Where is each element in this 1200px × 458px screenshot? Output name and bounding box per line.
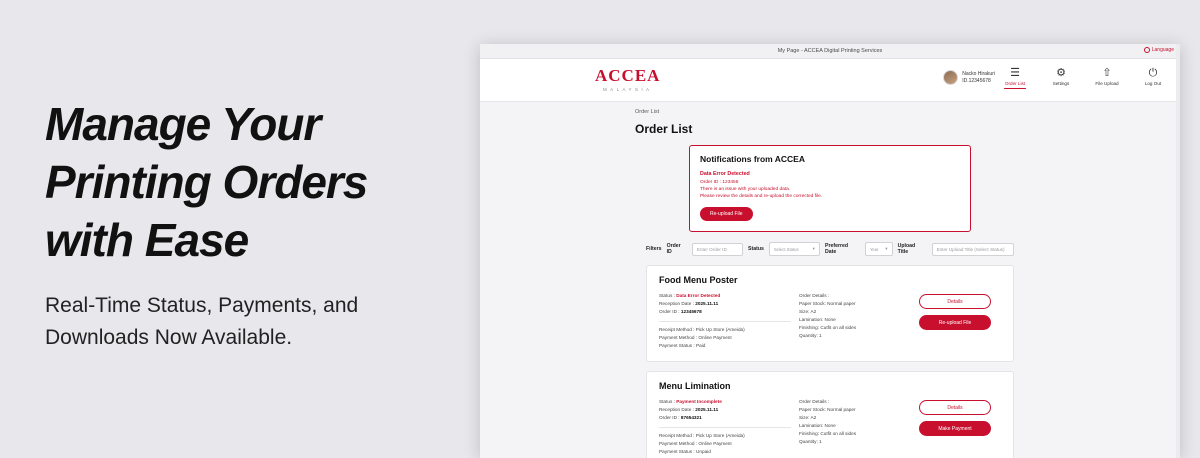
order-details-button[interactable]: Details (919, 294, 991, 309)
brand-logo[interactable] (595, 66, 660, 92)
order-reception-label: Reception Date : (659, 301, 694, 306)
order-detail-lamination: Lamination: None (799, 423, 836, 428)
order-detail-size: Size: A2 (799, 309, 817, 314)
order-id-row (659, 414, 799, 422)
order-status-label: Status : (659, 399, 675, 404)
order-reception-label: Reception Date : (659, 407, 694, 412)
order-payment-method-label: Payment Method : (659, 441, 698, 446)
order-receipt-row (659, 326, 799, 334)
order-receipt-label: Receipt Method : (659, 327, 695, 332)
browser-tab-title: My Page - ACCEA Digital Printing Services (777, 48, 883, 54)
nav-item-order-list[interactable] (1000, 67, 1030, 89)
nav-label-log-out: Log Out (1144, 81, 1162, 86)
order-make-payment-button[interactable]: Make Payment (919, 421, 991, 436)
nav-label-file-upload: File Upload (1095, 81, 1119, 86)
order-id-row (659, 308, 799, 316)
list-icon: ☰ (1010, 67, 1020, 79)
brand-subtitle: MALAYSIA (603, 87, 653, 92)
avatar (943, 70, 958, 85)
order-reception-value: 2025.11.11 (695, 301, 719, 306)
browser-titlebar (480, 44, 1180, 59)
filter-status-select[interactable] (769, 242, 820, 256)
filter-upload-title-input[interactable]: Enter Upload Title (Select Status) (932, 243, 1014, 256)
upload-icon: ⇧ (1102, 67, 1112, 79)
user-account[interactable] (943, 70, 995, 85)
order-title: Menu Limination (659, 381, 731, 391)
filter-status-value: Select Status (773, 246, 799, 252)
order-details-heading: Order Details : (799, 293, 830, 298)
order-payment-status-value: Paid (696, 343, 706, 348)
order-detail-finishing: Finishing: Cutfit on all sides (799, 431, 857, 436)
order-reception-value: 2025.11.11 (695, 407, 719, 412)
scrollbar[interactable] (1176, 44, 1180, 458)
order-payment-method-value: Online Payment (698, 441, 732, 446)
filter-bar (646, 242, 1014, 256)
marketing-headline: Manage Your Printing Orders with Ease (45, 98, 368, 266)
logout-icon: ⏻ (1148, 67, 1158, 79)
order-receipt-value: Pick Up Store (Ameida) (695, 433, 745, 438)
filter-upload-title-label: Upload Title (897, 243, 916, 255)
order-card (646, 371, 1014, 458)
language-selector[interactable] (1144, 47, 1174, 53)
header-nav (1000, 67, 1168, 89)
reupload-file-button[interactable]: Re-upload File (700, 207, 753, 221)
order-card (646, 265, 1014, 362)
order-receipt-row (659, 432, 799, 440)
order-payment-method-row (659, 440, 799, 448)
order-detail-finishing: Finishing: Cutfit on all sides (799, 325, 857, 330)
breadcrumb: Order List (635, 109, 660, 115)
notification-line-issue: There is an issue with your uploaded data. (700, 187, 791, 192)
filter-status-label: Status (748, 246, 764, 252)
browser-window (480, 44, 1180, 458)
order-payment-status-row (659, 448, 799, 456)
order-detail-lamination: Lamination: None (799, 317, 836, 322)
brand-name: ACCEA (595, 66, 661, 85)
order-reception-row (659, 406, 799, 414)
site-header (480, 59, 1180, 102)
user-name: Nacko Hirakuri (962, 70, 995, 77)
page-title: Order List (635, 122, 693, 136)
order-reupload-file-button[interactable]: Re-upload File (919, 315, 991, 330)
order-detail-quantity: Quantity: 1 (799, 333, 822, 338)
nav-label-settings: Settings (1052, 81, 1070, 86)
marketing-panel (0, 0, 480, 458)
order-status-row (659, 292, 799, 300)
marketing-subheadline: Real-Time Status, Payments, and Downloads Now Available. (45, 294, 359, 349)
order-divider (659, 321, 791, 322)
order-status-value: Payment Incomplete (676, 399, 722, 404)
order-reception-row (659, 300, 799, 308)
order-payment-status-value: Unpaid (696, 449, 711, 454)
notification-line-order-id: Order ID : 123456 (700, 180, 739, 185)
gear-icon: ⚙ (1056, 67, 1066, 79)
filters-label: Filters (646, 246, 662, 252)
filter-preferred-date-value: Year (869, 246, 879, 252)
notification-line-instruction: Please review the details and re-upload the corrected file. (700, 194, 823, 199)
page-body (480, 102, 1180, 458)
order-payment-method-row (659, 334, 799, 342)
order-detail-paper: Paper Stock: Normal paper (799, 407, 856, 412)
nav-label-order-list: Order List (1004, 81, 1026, 86)
order-payment-method-label: Payment Method : (659, 335, 698, 340)
notification-title: Notifications from ACCEA (700, 154, 805, 164)
globe-icon (1144, 47, 1150, 53)
order-receipt-value: Pick Up Store (Ameida) (695, 327, 745, 332)
order-divider (659, 427, 791, 428)
order-payment-status-row (659, 342, 799, 350)
order-id-label: Order ID : (659, 309, 680, 314)
filter-preferred-date-select[interactable] (865, 242, 893, 256)
order-payment-status-label: Payment Status : (659, 449, 695, 454)
chevron-down-icon: ▾ (812, 246, 815, 251)
order-id-value: 12345678 (680, 309, 702, 314)
order-title: Food Menu Poster (659, 275, 738, 285)
nav-item-file-upload[interactable] (1092, 67, 1122, 89)
order-receipt-label: Receipt Method : (659, 433, 695, 438)
order-details-heading: Order Details : (799, 399, 830, 404)
order-payment-status-label: Payment Status : (659, 343, 695, 348)
order-status-row (659, 398, 799, 406)
order-detail-paper: Paper Stock: Normal paper (799, 301, 856, 306)
nav-item-log-out[interactable] (1138, 67, 1168, 89)
nav-item-settings[interactable] (1046, 67, 1076, 89)
notification-card (689, 145, 971, 232)
order-status-label: Status : (659, 293, 675, 298)
filter-order-id-label: Order ID (666, 243, 681, 255)
order-id-label: Order ID : (659, 415, 680, 420)
order-status-value: Data Error Detected (676, 293, 721, 298)
nav-active-underline (1004, 88, 1026, 90)
order-details-button[interactable]: Details (919, 400, 991, 415)
order-id-value: 87654321 (680, 415, 702, 420)
notification-error-title: Data Error Detected (700, 171, 750, 177)
chevron-down-icon: ▾ (885, 246, 888, 251)
language-label: Language (1151, 47, 1174, 53)
order-payment-method-value: Online Payment (698, 335, 732, 340)
order-detail-size: Size: A2 (799, 415, 817, 420)
filter-order-id-input[interactable]: Enter Order ID (692, 243, 743, 256)
user-id: ID.12345678 (962, 77, 991, 84)
order-detail-quantity: Quantity: 1 (799, 439, 822, 444)
filter-preferred-date-label: Preferred Date (824, 243, 849, 255)
